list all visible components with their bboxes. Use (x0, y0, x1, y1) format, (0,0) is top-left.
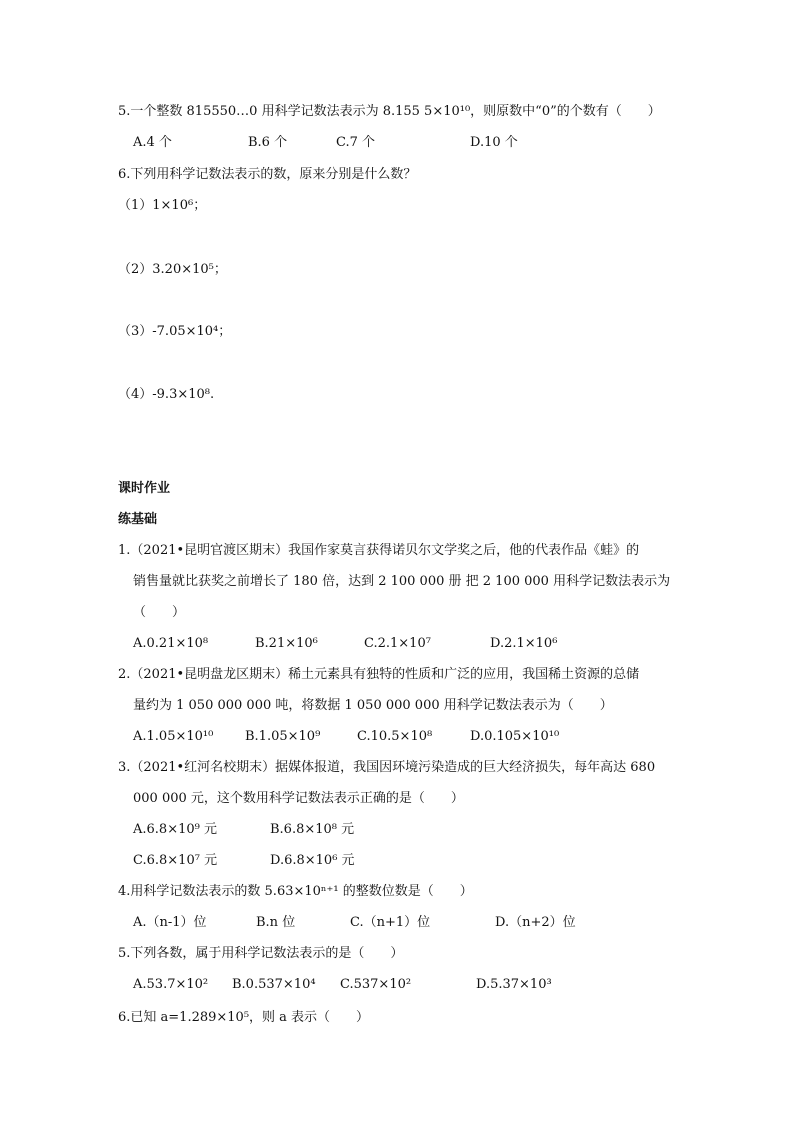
hw-q2-option-d: D.0.105×10¹⁰ (470, 729, 560, 744)
question-6-item-1: （1）1×10⁶； (118, 198, 207, 213)
question-5-stem: 5.一个整数 815550…0 用科学记数法表示为 8.155 5×10¹⁰，则原数中“0”的个数有（ ） (118, 104, 661, 119)
hw-q4-option-b: B.n 位 (256, 915, 296, 930)
hw-q5-option-c: C.537×10² (340, 977, 412, 992)
hw-q3-line-1: 3.（2021•红河名校期末）据媒体报道，我国因环境污染造成的巨大经济损失，每年高达 680 (118, 760, 656, 775)
hw-q3-option-a: A.6.8×10⁹ 元 (133, 822, 217, 837)
hw-q2-option-b: B.1.05×10⁹ (245, 729, 321, 744)
question-6-item-3: （3）-7.05×10⁴； (118, 324, 232, 339)
hw-q1-option-b: B.21×10⁶ (255, 636, 318, 651)
hw-q1-option-c: C.2.1×10⁷ (364, 636, 431, 651)
hw-q1-line-3: （ ） (133, 605, 186, 620)
hw-q3-option-b: B.6.8×10⁸ 元 (270, 822, 355, 837)
question-6-item-2: （2）3.20×10⁵； (118, 262, 227, 277)
hw-q4-option-a: A.（n-1）位 (133, 915, 207, 930)
hw-q1-option-a: A.0.21×10⁸ (133, 636, 209, 651)
hw-q4-option-d: D.（n+2）位 (495, 915, 576, 930)
hw-q1-line-2: 销售量就比获奖之前增长了 180 倍，达到 2 100 000 册 把 2 100 000 用科学记数法表示为 (133, 574, 671, 589)
hw-q2-option-a: A.1.05×10¹⁰ (133, 729, 214, 744)
hw-q3-line-2: 000 000 元，这个数用科学记数法表示正确的是（ ） (133, 791, 464, 806)
section-subtitle: 练基础 (118, 512, 158, 527)
hw-q5-option-b: B.0.537×10⁴ (232, 977, 316, 992)
hw-q5-option-a: A.53.7×10² (133, 977, 209, 992)
hw-q1-option-d: D.2.1×10⁶ (490, 636, 558, 651)
hw-q5-stem: 5.下列各数，属于用科学记数法表示的是（ ） (118, 946, 404, 961)
hw-q2-option-c: C.10.5×10⁸ (357, 729, 433, 744)
hw-q3-option-c: C.6.8×10⁷ 元 (133, 853, 218, 868)
question-6-stem: 6.下列用科学记数法表示的数，原来分别是什么数？ (118, 167, 417, 182)
hw-q5-option-d: D.5.37×10³ (476, 977, 552, 992)
section-title: 课时作业 (118, 481, 171, 496)
question-5-option-d: D.10 个 (470, 135, 518, 150)
question-6-item-4: （4）-9.3×10⁸. (118, 387, 215, 402)
hw-q1-line-1: 1.（2021•昆明官渡区期末）我国作家莫言获得诺贝尔文学奖之后，他的代表作品《蛙》的 (118, 543, 640, 558)
hw-q4-option-c: C.（n+1）位 (350, 915, 431, 930)
hw-q4-stem: 4.用科学记数法表示的数 5.63×10ⁿ⁺¹ 的整数位数是（ ） (118, 884, 473, 899)
hw-q6-stem: 6.已知 a=1.289×10⁵，则 a 表示（ ） (118, 1010, 370, 1025)
hw-q2-line-2: 量约为 1 050 000 000 吨，将数据 1 050 000 000 用科学记数法表示为（ ） (133, 698, 613, 713)
question-5-option-c: C.7 个 (336, 135, 376, 150)
question-5-option-a: A.4 个 (133, 135, 172, 150)
question-5-option-b: B.6 个 (248, 135, 288, 150)
hw-q2-line-1: 2.（2021•昆明盘龙区期末）稀土元素具有独特的性质和广泛的应用，我国稀土资源的总储 (118, 667, 640, 682)
hw-q3-option-d: D.6.8×10⁶ 元 (270, 853, 355, 868)
